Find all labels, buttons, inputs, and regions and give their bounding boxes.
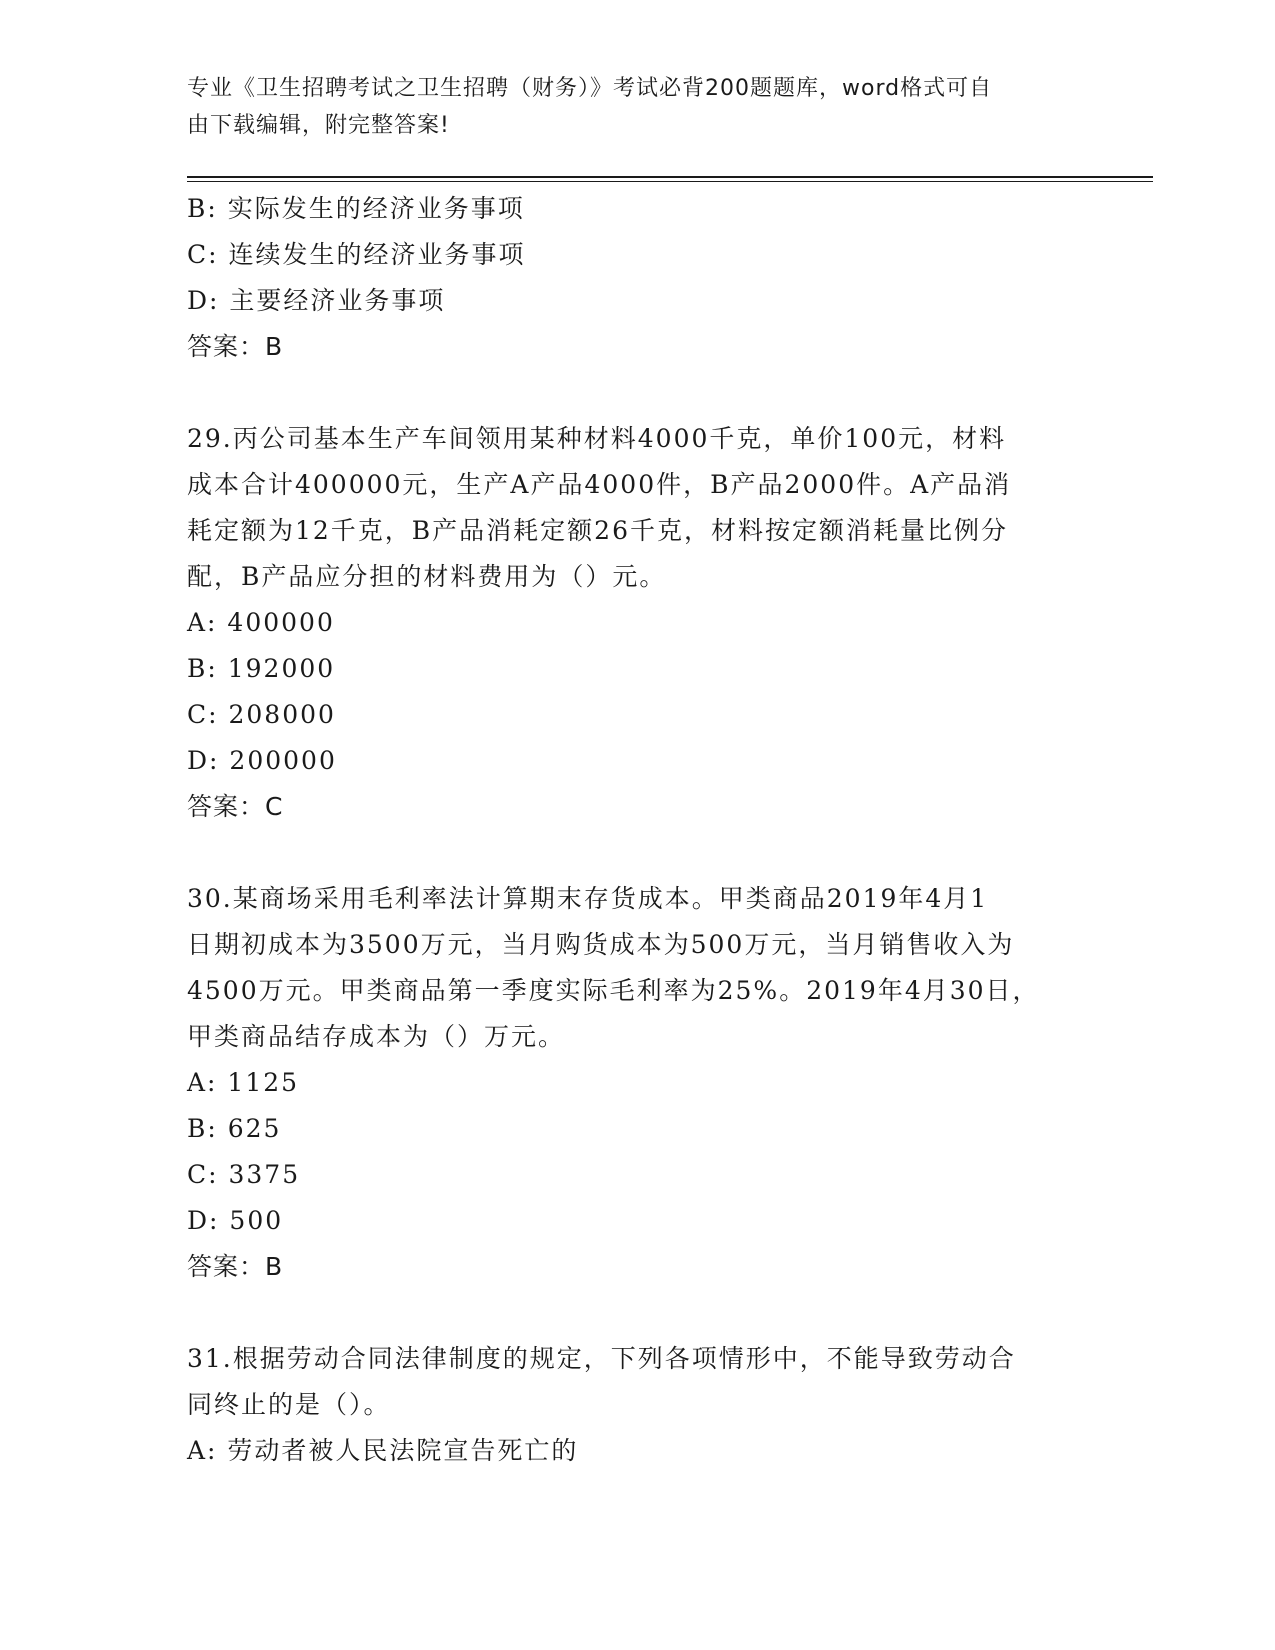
question-stem-line: 耗定额为12千克，B产品消耗定额26千克，材料按定额消耗量比例分 bbox=[187, 516, 1008, 545]
question-stem-line: 同终止的是（）。 bbox=[187, 1390, 391, 1419]
answer-line: 答案：C bbox=[187, 792, 284, 821]
question-block-prev bbox=[187, 186, 1087, 370]
option-a: A: 400000 bbox=[187, 608, 335, 637]
option-a: A: 1125 bbox=[187, 1068, 300, 1097]
header-line-2: 由下载编辑，附完整答案! bbox=[187, 113, 450, 138]
option-b: B: 实际发生的经济业务事项 bbox=[187, 194, 525, 223]
answer-line: 答案：B bbox=[187, 1252, 284, 1281]
question-stem-line: 日期初成本为3500万元，当月购货成本为500万元，当月销售收入为 bbox=[187, 930, 1015, 959]
option-d: D: 200000 bbox=[187, 746, 337, 775]
question-stem-line: 29.丙公司基本生产车间领用某种材料4000千克，单价100元，材料 bbox=[187, 424, 1007, 453]
option-d: D: 500 bbox=[187, 1206, 284, 1235]
option-c: C: 连续发生的经济业务事项 bbox=[187, 240, 526, 269]
document-body bbox=[187, 186, 1087, 1474]
question-stem-line: 31.根据劳动合同法律制度的规定，下列各项情形中，不能导致劳动合 bbox=[187, 1344, 1016, 1373]
option-b: B: 625 bbox=[187, 1114, 282, 1143]
question-block-30 bbox=[187, 876, 1087, 1290]
question-stem-line: 4500万元。甲类商品第一季度实际毛利率为25%。2019年4月30日， bbox=[187, 976, 1040, 1005]
header-rule-thick bbox=[187, 176, 1153, 178]
question-stem-line: 成本合计400000元，生产A产品4000件，B产品2000件。A产品消 bbox=[187, 470, 1012, 499]
document-header bbox=[187, 70, 1087, 144]
question-stem-line: 30.某商场采用毛利率法计算期末存货成本。甲类商品2019年4月1 bbox=[187, 884, 989, 913]
header-line-1: 专业《卫生招聘考试之卫生招聘（财务）》考试必背200题题库，word格式可自 bbox=[187, 76, 993, 101]
option-a: A: 劳动者被人民法院宣告死亡的 bbox=[187, 1436, 579, 1465]
option-c: C: 3375 bbox=[187, 1160, 301, 1189]
option-d: D: 主要经济业务事项 bbox=[187, 286, 446, 315]
answer-line: 答案：B bbox=[187, 332, 284, 361]
question-block-29 bbox=[187, 416, 1087, 830]
option-b: B: 192000 bbox=[187, 654, 336, 683]
option-c: C: 208000 bbox=[187, 700, 336, 729]
header-rule-thin bbox=[187, 181, 1153, 182]
question-stem-line: 甲类商品结存成本为（）万元。 bbox=[187, 1022, 566, 1051]
question-block-31 bbox=[187, 1336, 1087, 1474]
question-stem-line: 配，B产品应分担的材料费用为（）元。 bbox=[187, 562, 667, 591]
